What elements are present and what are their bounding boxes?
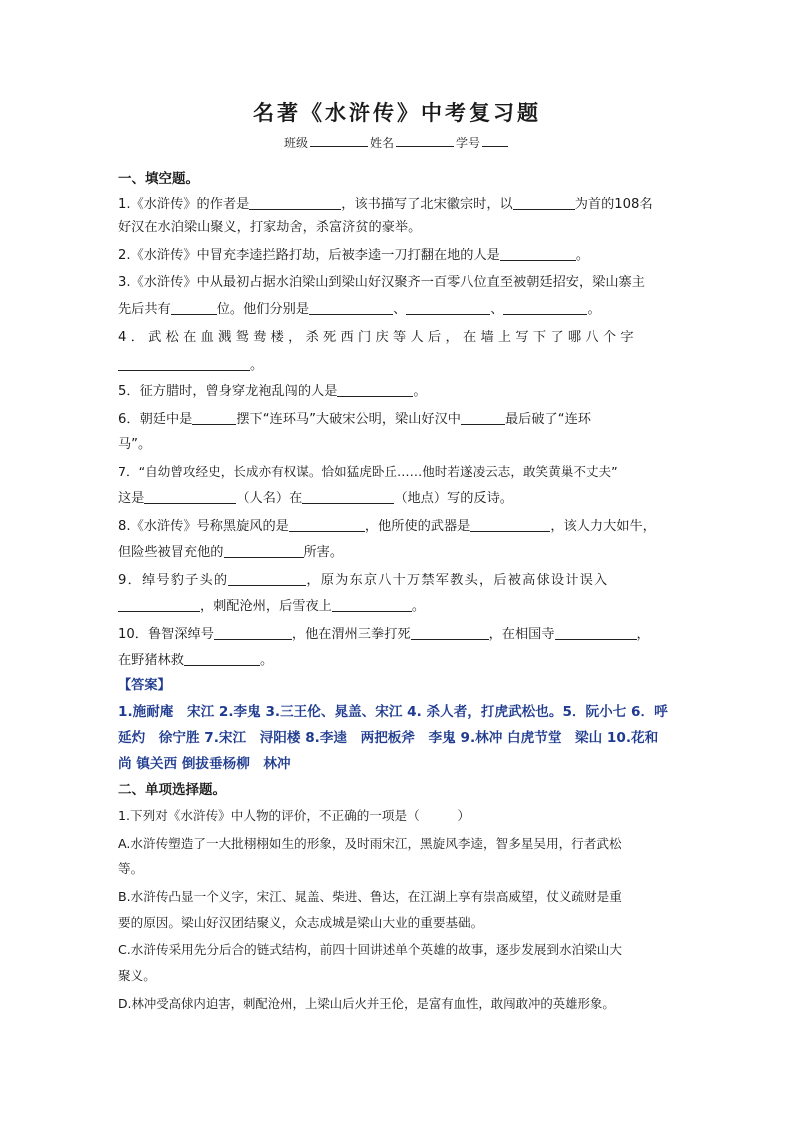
question-10-line-1: 10．鲁智深绰号 ，他在渭州三拳打死 ，在相国寺 ，: [118, 627, 650, 642]
choice-option-c-line-1: C.水浒传采用先分后合的链式结构，前四十回讲述单个英雄的故事，逐步发展到水泊梁山大: [118, 942, 622, 957]
question-1-line-2: 好汉在水泊梁山聚义，打家劫舍，杀富济贫的豪举。: [118, 220, 422, 235]
choice-option-c-line-2: 聚义。: [118, 968, 156, 983]
question-8-line-1: 8.《水浒传》号称黑旋风的是 ，他所使的武器是 ，该人力大如牛，: [118, 519, 656, 534]
question-8-line-2: 但险些被冒充他的 所害。: [118, 545, 344, 560]
question-6-line-2: 马”。: [118, 437, 152, 452]
q3-blank-1: [309, 300, 393, 315]
answer-line-3: 尚 镇关西 倒拔垂杨柳 林冲: [118, 756, 291, 772]
q9-blank-destination: [332, 597, 412, 612]
name-label: 姓名: [369, 136, 394, 150]
student-id-label: 学号: [456, 136, 481, 150]
choice-option-d: D.林冲受高俅内迫害，刺配沧州，上梁山后火并王伦，是富有血性，敢闯敢冲的英雄形象。: [118, 996, 615, 1011]
name-blank: [396, 133, 454, 147]
q3-blank-3: [503, 300, 587, 315]
choice-question-stem: 1.下列对《水浒传》中人物的评价，不正确的一项是（ ）: [118, 808, 471, 823]
q1-blank-author: [249, 195, 341, 210]
q3-blank-2: [406, 300, 490, 315]
page-title: 名著《水浒传》中考复习题: [253, 100, 541, 125]
q8-blank-weapon: [470, 517, 550, 532]
student-info-line: [0, 133, 794, 151]
q5-blank: [337, 382, 413, 397]
question-1-line-1: [118, 195, 678, 214]
question-4-line-2: 。: [118, 356, 678, 375]
q1-text-b: ，该书描写了北宋徽宗时，以: [341, 197, 513, 212]
question-2: [118, 246, 678, 265]
choice-option-a-line-2: 等。: [118, 861, 144, 876]
q4-blank: [118, 356, 250, 371]
question-9-line-1: 9．绰号豹子头的 ，原为东京八十万禁军教头，后被高俅设计误入: [118, 573, 609, 588]
question-4-line-1: 4．武松在血溅鸳鸯楼，杀死西门庆等人后，在墙上写下了哪八个字: [118, 330, 638, 345]
q3-blank-count: [171, 300, 217, 315]
q2-text-b: 。: [575, 248, 590, 263]
q3-text-c: 位。他们分别是: [216, 302, 310, 317]
section-fill-heading: 一、填空题。: [118, 171, 199, 187]
question-10-line-2: 在野猪林救 。: [118, 653, 274, 668]
question-9-line-2: ，刺配沧州，后雪夜上 。: [118, 597, 678, 616]
answer-line-2: 延灼 徐宁胜 7.宋江 浔阳楼 8.李逵 两把板斧 李鬼 9.林冲 白虎节堂 梁山 10.花和: [118, 730, 659, 746]
q9-blank-place: [118, 597, 200, 612]
answer-line-1: 1.施耐庵 宋江 2.李鬼 3.三王伦、晁盖、宋江 4. 杀人者，打虎武松也。5．阮小七 6．呼: [118, 704, 668, 720]
question-6-line-1: 6．朝廷中是 摆下“连环马”大破宋公明，梁山好汉中 最后破了“连环: [118, 412, 591, 427]
question-3-line-1: 3.《水浒传》中从最初占据水泊梁山到梁山好汉聚齐一百零八位直至被朝廷招安，梁山寨主: [118, 275, 645, 290]
section-choice-heading: 二、单项选择题。: [118, 782, 226, 798]
answer-heading: 【答案】: [118, 678, 171, 693]
choice-option-a-line-1: A.水浒传塑造了一大批栩栩如生的形象，及时雨宋江，黑旋风李逵，智多星吴用，行者武松: [118, 836, 622, 851]
question-5: 5．征方腊时，曾身穿龙袍乱闯的人是 。: [118, 384, 427, 399]
q1-text-c: 为首的108名: [574, 197, 653, 212]
q1-text-a: 1.《水浒传》的作者是: [118, 197, 250, 212]
question-3-line-2: 先后共有 位。他们分别是 、 、 。: [118, 302, 601, 317]
q6-blank-1: [192, 410, 236, 425]
q7-blank-place: [302, 489, 394, 504]
class-label: 班级: [283, 136, 308, 150]
choice-option-b-line-1: B.水浒传凸显一个义字，宋江、晁盖、柴进、鲁达，在江湖上享有崇高威望，仗义疏财是重: [118, 889, 622, 904]
q2-blank: [500, 246, 576, 261]
q8-blank-imposter: [224, 543, 304, 558]
q6-blank-2: [461, 410, 505, 425]
q10-blank-rescued: [184, 651, 260, 666]
q7-blank-person: [144, 489, 236, 504]
q9-blank-name: [228, 571, 306, 586]
q10-blank-nickname: [214, 625, 292, 640]
q3-text-b: 先后共有: [118, 302, 171, 317]
q10-blank-victim: [411, 625, 489, 640]
class-blank: [310, 133, 368, 147]
q8-blank-name: [289, 517, 365, 532]
q10-blank-deed: [555, 625, 637, 640]
choice-option-b-line-2: 要的原因。梁山好汉团结聚义，众志成城是梁山大业的重要基础。: [118, 915, 484, 930]
q1-blank-leader: [513, 195, 575, 210]
q2-text-a: 2.《水浒传》中冒充李逵拦路打劫，后被李逵一刀打翻在地的人是: [118, 248, 500, 263]
student-id-blank: [482, 133, 508, 147]
question-7-line-2: 这是 （人名）在 （地点）写的反诗。: [118, 491, 513, 506]
question-7-line-1: 7．“自幼曾攻经史，长成亦有权谋。恰如猛虎卧丘……他时若遂凌云志，敢笑黄巢不丈夫”: [118, 464, 618, 479]
